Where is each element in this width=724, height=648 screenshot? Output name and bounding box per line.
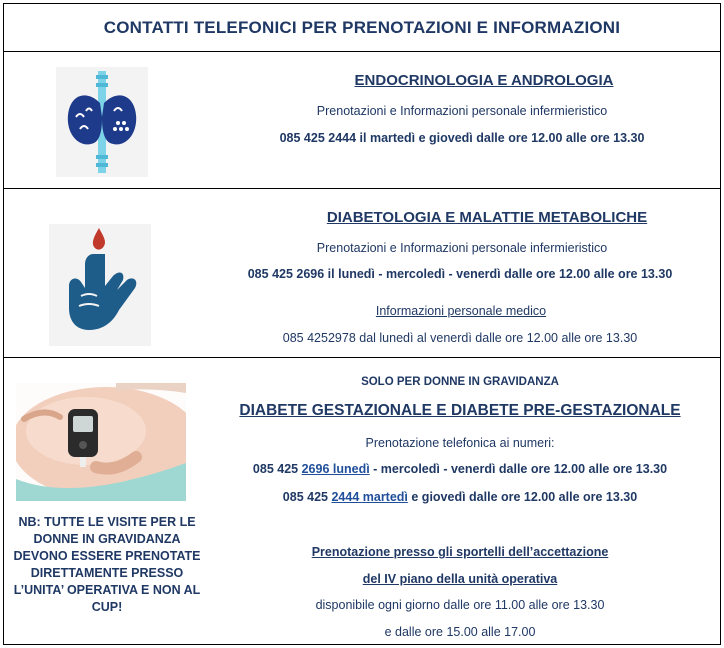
phone-2-link[interactable]: 2444 martedì	[331, 490, 408, 504]
thyroid-icon	[56, 67, 148, 177]
gravidanza-phone-2	[283, 490, 637, 504]
gravidanza-subtitle: SOLO PER DONNE IN GRAVIDANZA	[361, 376, 559, 388]
section-diabetologia	[4, 189, 720, 358]
gravidanza-phone-label: Prenotazione telefonica ai numeri:	[365, 436, 555, 450]
endocrinologia-phone: 085 425 2444 il martedì e giovedì dalle ore 12.00 alle ore 13.30	[279, 131, 645, 145]
diabetologia-phone: 085 425 2696 il lunedì - mercoledì - venerdì dalle ore 12.00 alle ore 13.30	[247, 267, 673, 281]
phone-2-suffix: e giovedì dalle ore 12.00 alle ore 13.30	[407, 490, 638, 504]
phone-1-link[interactable]: 2696 lunedì	[301, 462, 370, 476]
gravidanza-phone-1	[253, 462, 667, 476]
nb-warning: NB: TUTTE LE VISITE PER LE DONNE IN GRAVIDANZA DEVONO ESSERE PRENOTATE DIRETTAMENTE PRESSO L’UNITA’ OPERATIVA E NON AL CUP!	[13, 515, 201, 614]
endocrinologia-title: ENDOCRINOLOGIA E ANDROLOGIA	[354, 72, 614, 89]
pregnant-woman-photo	[16, 383, 186, 501]
phone-2-prefix: 085 425	[282, 490, 332, 504]
page-title: CONTATTI TELEFONICI PER PRENOTAZIONI E INFORMAZIONI	[103, 17, 621, 37]
sportelli-line-1: Prenotazione presso gli sportelli dell’accettazione	[311, 545, 609, 559]
table-header	[4, 4, 720, 52]
orari-line-2: e dalle ore 15.00 alle 17.00	[384, 625, 536, 639]
orari-line-1: disponibile ogni giorno dalle ore 11.00 alle ore 13.30	[315, 598, 605, 612]
gravidanza-title: DIABETE GESTAZIONALE E DIABETE PRE-GESTAZIONALE	[239, 402, 681, 419]
phone-1-suffix: - mercoledì - venerdì dalle ore 12.00 alle ore 13.30	[369, 462, 668, 476]
section-endocrinologia	[4, 52, 720, 189]
phone-1-prefix: 085 425	[252, 462, 302, 476]
diabetologia-medico-phone: 085 4252978 dal lunedì al venerdì dalle ore 12.00 alle ore 13.30	[282, 331, 638, 345]
endocrinologia-info-label: Prenotazioni e Informazioni personale infermieristico	[316, 104, 608, 118]
contacts-table	[3, 3, 721, 645]
diabetologia-title: DIABETOLOGIA E MALATTIE METABOLICHE	[326, 209, 648, 226]
diabetologia-medico-label: Informazioni personale medico	[375, 304, 547, 318]
finger-blood-drop-icon	[49, 224, 151, 346]
section-gravidanza	[4, 358, 720, 644]
sportelli-line-2: del IV piano della unità operativa	[362, 572, 558, 586]
diabetologia-info-label: Prenotazioni e Informazioni personale infermieristico	[316, 241, 608, 255]
